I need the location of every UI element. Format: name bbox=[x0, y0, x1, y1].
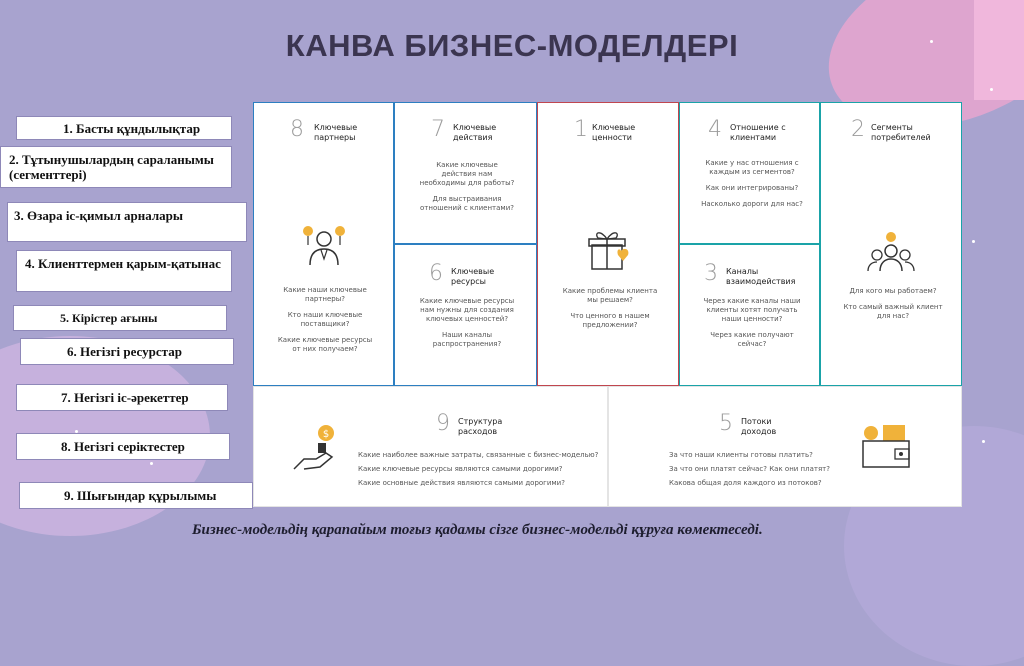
cell-number: 5 bbox=[719, 411, 733, 436]
cell-customer-relationships bbox=[679, 102, 820, 244]
step-item-8: 8. Негізгі серіктестер bbox=[16, 433, 230, 460]
page-title: КАНВА БИЗНЕС-МОДЕЛДЕРІ bbox=[285, 28, 739, 63]
partner-icon bbox=[302, 223, 346, 267]
cell-channels bbox=[679, 244, 820, 386]
cell-key-activities bbox=[394, 102, 537, 244]
cell-revenue-streams bbox=[608, 386, 962, 507]
step-item-5: 5. Кірістер ағыны bbox=[13, 305, 227, 331]
decor-dot bbox=[982, 440, 985, 443]
wallet-icon bbox=[861, 423, 913, 473]
step-item-4: 4. Клиенттермен қарым-қатынас bbox=[16, 250, 232, 292]
cell-number: 4 bbox=[708, 117, 722, 142]
decor-dot bbox=[972, 240, 975, 243]
cell-heading: Ключевые партнеры bbox=[314, 123, 358, 142]
cell-value-propositions bbox=[537, 102, 679, 386]
cell-questions: Какие ключевые ресурсы нам нужны для создания ключевых ценностей? Наши каналы распространения? bbox=[419, 297, 515, 348]
cell-customer-segments bbox=[820, 102, 962, 386]
cell-number: 6 bbox=[429, 261, 443, 286]
cell-number: 7 bbox=[431, 117, 445, 142]
cell-questions: За что наши клиенты готовы платить? За что они платят сейчас? Как они платят? Какова общая доля каждого из потоков? bbox=[669, 451, 830, 487]
svg-text:$: $ bbox=[322, 429, 330, 440]
cell-number: 1 bbox=[574, 117, 588, 142]
decor-dot bbox=[990, 88, 993, 91]
money-hand-icon bbox=[292, 423, 344, 475]
cell-questions: Какие проблемы клиента мы решаем? Что ценного в нашем предложении? bbox=[562, 287, 658, 329]
step-item-3: 3. Өзара іс-қимыл арналары bbox=[7, 202, 247, 242]
step-item-1: 1. Басты құндылықтар bbox=[16, 116, 232, 140]
step-item-7: 7. Негізгі іс-әрекеттер bbox=[16, 384, 228, 411]
people-icon bbox=[867, 231, 915, 275]
cell-heading: Сегменты потребителей bbox=[871, 123, 931, 142]
cell-heading: Структура расходов bbox=[458, 417, 503, 436]
cell-questions: Какие у нас отношения с каждым из сегментов? Как они интегрированы? Насколько дороги для нас? bbox=[701, 159, 803, 208]
cell-key-partners bbox=[253, 102, 394, 386]
cell-heading: Ключевые действия bbox=[453, 123, 497, 142]
cell-key-resources bbox=[394, 244, 537, 386]
cell-questions: Для кого мы работаем? Кто самый важный клиент для нас? bbox=[843, 287, 943, 320]
cell-questions: Через какие каналы наши клиенты хотят получать наши ценности? Через какие получают сейчас? bbox=[703, 297, 801, 348]
cell-heading: Ключевые ресурсы bbox=[451, 267, 495, 286]
business-model-canvas bbox=[253, 102, 962, 507]
cell-number: 2 bbox=[851, 117, 865, 142]
cell-questions: Какие наши ключевые партнеры? Кто наши ключевые поставщики? Какие ключевые ресурсы от них получаем? bbox=[277, 286, 373, 353]
cell-cost-structure bbox=[253, 386, 608, 507]
footer-caption: Бизнес-модельдің қарапайым тоғыз қадамы сізге бизнес-модельді құруға көмектеседі. bbox=[192, 522, 763, 538]
cell-number: 9 bbox=[436, 411, 450, 436]
cell-number: 3 bbox=[704, 261, 718, 286]
cell-heading: Отношение с клиентами bbox=[730, 123, 786, 142]
gift-icon bbox=[586, 227, 632, 273]
cell-number: 8 bbox=[290, 117, 304, 142]
cell-questions: Какие ключевые действия нам необходимы для работы? Для выстраивания отношений с клиентами? bbox=[419, 161, 515, 212]
step-item-6: 6. Негізгі ресурстар bbox=[20, 338, 234, 365]
step-item-9: 9. Шығындар құрылымы bbox=[19, 482, 253, 509]
cell-questions: Какие наиболее важные затраты, связанные с бизнес-моделью? Какие ключевые ресурсы являются самыми дорогими? Какие основные действия являются самыми дорогими? bbox=[358, 451, 599, 487]
cell-heading: Каналы взаимодействия bbox=[726, 267, 796, 286]
step-item-2: 2. Тұтынушылардың сараланымы (сегменттері) bbox=[0, 146, 232, 188]
cell-heading: Ключевые ценности bbox=[592, 123, 636, 142]
decor-dot bbox=[150, 462, 153, 465]
cell-heading: Потоки доходов bbox=[741, 417, 777, 436]
